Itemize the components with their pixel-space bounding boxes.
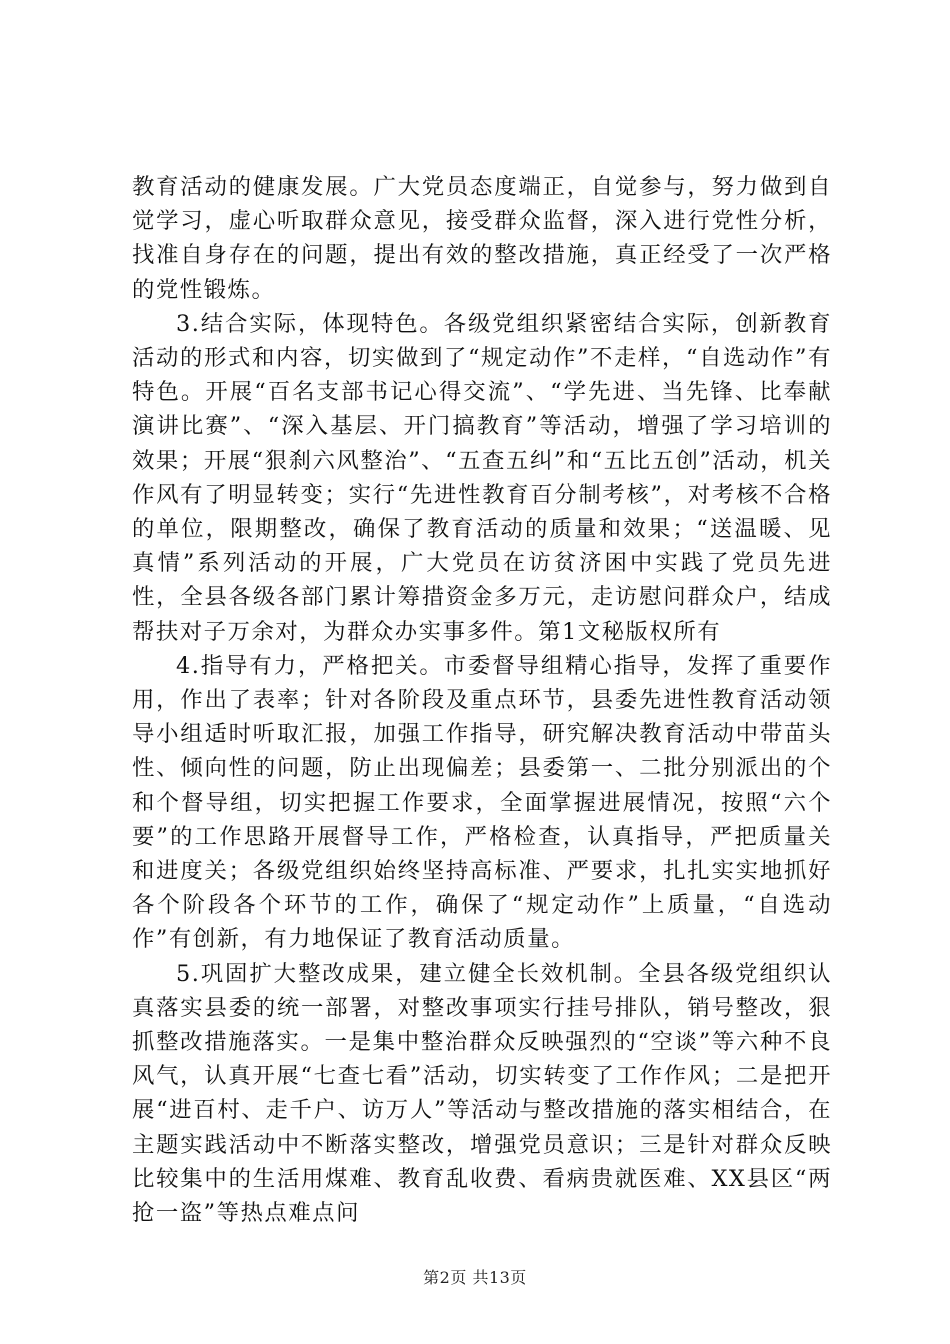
paragraph-5-consolidate-rectification: 5.巩固扩大整改成果，建立健全长效机制。全县各级党组织认真落实县委的统一部署，对整改事项实行挂号排队，销号整改，狠抓整改措施落实。一是集中整治群众反映强烈的“空谈”等六种不良风气，认真开展“七查七看”活动，切实转变了工作作风；二是把开展“进百村、走千户、访万人”等活动与整改措施的落实相结合，在主题实践活动中不断落实整改，增强党员意识；三是针对群众反映比较集中的生活用煤难、教育乱收费、看病贵就医难、XX县区“两抢一盗”等热点难点问 <box>132 960 832 1227</box>
paragraph-continuation: 教育活动的健康发展。广大党员态度端正，自觉参与，努力做到自觉学习，虚心听取群众意见，接受群众监督，深入进行党性分析，找准自身存在的问题，提出有效的整改措施，真正经受了一次严格的党性锻炼。 <box>132 174 832 303</box>
paragraph-3-combine-practice: 3.结合实际，体现特色。各级党组织紧密结合实际，创新教育活动的形式和内容，切实做到了“规定动作”不走样，“自选动作”有特色。开展“百名支部书记心得交流”、“学先进、当先锋、比奉献演讲比赛”、“深入基层、开门搞教育”等活动，增强了学习培训的效果；开展“狠刹六风整治”、“五查五纠”和“五比五创”活动，机关作风有了明显转变；实行“先进性教育百分制考核”，对考核不合格的单位，限期整改，确保了教育活动的质量和效果；“送温暖、见真情”系列活动的开展，广大党员在访贫济困中实践了党员先进性，全县各级各部门累计筹措资金多万元，走访慰问群众户，结成帮扶对子万余对，为群众办实事多件。第1文秘版权所有 <box>132 310 832 645</box>
page-number-footer: 第2页 共13页 <box>423 1268 527 1287</box>
document-body <box>132 170 832 1230</box>
paragraph-4-guidance: 4.指导有力，严格把关。市委督导组精心指导，发挥了重要作用，作出了表率；针对各阶段及重点环节，县委先进性教育活动领导小组适时听取汇报，加强工作指导，研究解决教育活动中带苗头性、倾向性的问题，防止出现偏差；县委第一、二批分别派出的个和个督导组，切实把握工作要求，全面掌握进展情况，按照“六个要”的工作思路开展督导工作，严格检查，认真指导，严把质量关和进度关；各级党组织始终坚持高标准、严要求，扎扎实实地抓好各个阶段各个环节的工作，确保了“规定动作”上质量，“自选动作”有创新，有力地保证了教育活动质量。 <box>132 652 832 953</box>
